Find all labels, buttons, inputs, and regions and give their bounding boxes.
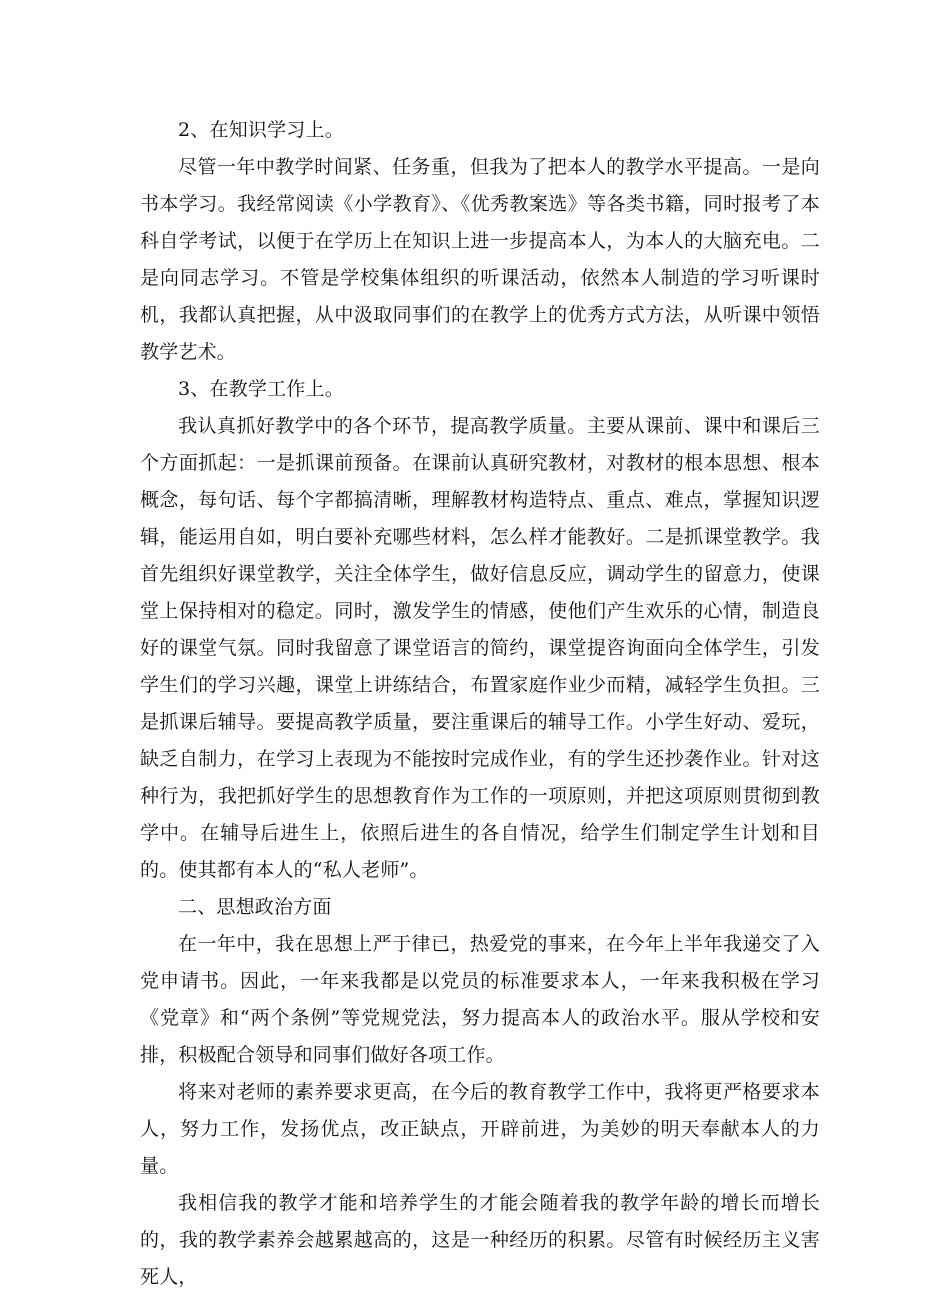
paragraph-knowledge-study: 尽管一年中教学时间紧、任务重，但我为了把本人的教学水平提高。一是向书本学习。我经常阅读《小学教育》、《优秀教案选》等各类书籍，同时报考了本科自学考试，以便于在学历上在知识上进一步提高本人，为本人的大脑充电。二是向同志学习。不管是学校集体组织的听课活动，依然本人制造的学习听课时机，我都认真把握，从中汲取同事们的在教学上的优秀方式方法，从听课中领悟教学艺术。 bbox=[140, 156, 820, 363]
paragraph-teaching-work: 我认真抓好教学中的各个环节，提高教学质量。主要从课前、课中和课后三个方面抓起：一是抓课前预备。在课前认真研究教材，对教材的根本思想、根本概念，每句话、每个字都搞清晰，理解教材构造特点、重点、难点，掌握知识逻辑，能运用自如，明白要补充哪些材料，怎么样才能教好。二是抓课堂教学。我首先组织好课堂教学，关注全体学生，做好信息反应，调动学生的留意力，使课堂上保持相对的稳定。同时，激发学生的情感，使他们产生欢乐的心情，制造良好的课堂气氛。同时我留意了课堂语言的简约，课堂提咨询面向全体学生，引发学生们的学习兴趣，课堂上讲练结合，布置家庭作业少而精，减轻学生负担。三是抓课后辅导。要提高教学质量，要注重课后的辅导工作。小学生好动、爱玩，缺乏自制力，在学习上表现为不能按时完成作业，有的学生还抄袭作业。针对这种行为，我把抓好学生的思想教育作为工作的一项原则，并把这项原则贯彻到教学中。在辅导后进生上，依照后进生的各自情况，给学生们制定学生计划和目的。使其都有本人的“私人老师”。 bbox=[140, 415, 820, 881]
paragraph-future: 将来对老师的素养要求更高，在今后的教育教学工作中，我将更严格要求本人，努力工作，发扬优点，改正缺点，开辟前进，为美妙的明天奉献本人的力量。 bbox=[140, 1081, 820, 1177]
document-body bbox=[140, 112, 820, 1296]
paragraph-politics: 在一年中，我在思想上严于律已，热爱党的事来，在今年上半年我递交了入党申请书。因此，一年来我都是以党员的标准要求本人，一年来我积极在学习《党章》和“两个条例”等党规党法，努力提高本人的政治水平。服从学校和安排，积极配合领导和同事们做好各项工作。 bbox=[140, 933, 820, 1066]
section-heading-politics: 二、思想政治方面 bbox=[178, 896, 332, 918]
section-heading-teaching: 3、在教学工作上。 bbox=[178, 378, 344, 400]
paragraph-belief: 我相信我的教学才能和培养学生的才能会随着我的教学年龄的增长而增长的，我的教学素养会越累越高的，这是一种经历的积累。尽管有时候经历主义害死人， bbox=[140, 1192, 820, 1288]
section-heading-knowledge: 2、在知识学习上。 bbox=[178, 119, 344, 141]
